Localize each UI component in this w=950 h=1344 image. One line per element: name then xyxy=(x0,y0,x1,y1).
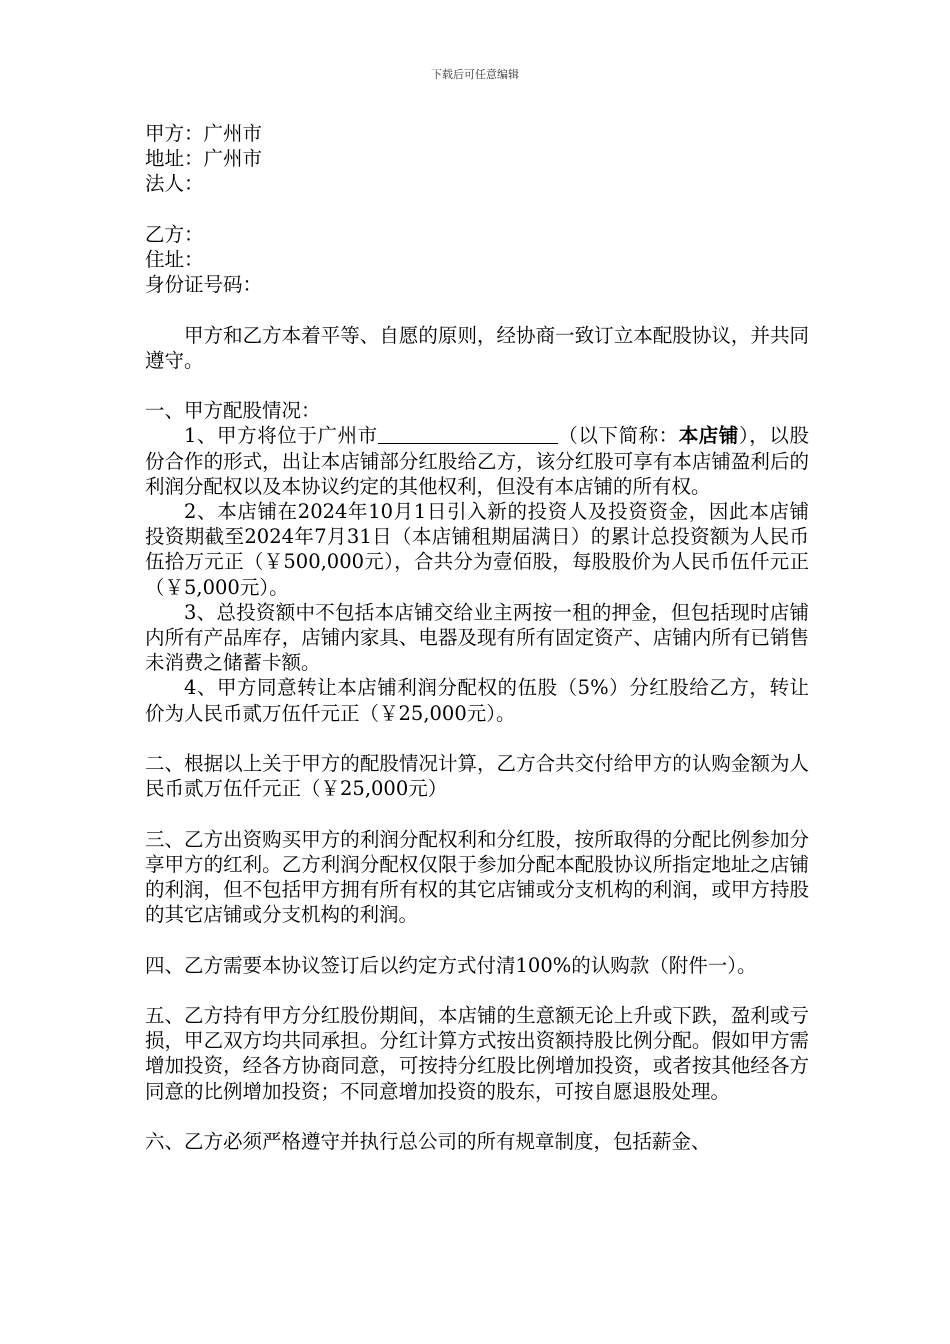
party-a-address: 地址：广州市 xyxy=(145,147,263,171)
section-1-item-4: 4、甲方同意转让本店铺利润分配权的伍股（5%）分红股给乙方，转让价为人民币贰万伍仟元正（￥25,000元）。 xyxy=(145,676,809,725)
address-blank-line xyxy=(378,425,558,444)
item-1-text-a: 1、甲方将位于广州市 xyxy=(184,424,378,448)
section-5-paragraph: 五、乙方持有甲方分红股份期间，本店铺的生意额无论上升或下跌，盈利或亏损，甲乙双方均共同承担。分红计算方式按出资额持股比例分配。假如甲方需增加投资，经各方协商同意，可按持分红股比例增加投资，或者按其他经各方同意的比例增加投资；不同意增加投资的股东，可按自愿退股处理。 xyxy=(145,1004,809,1103)
section-1-heading: 一、甲方配股情况： xyxy=(145,399,321,423)
header-note: 下载后可任意编辑 xyxy=(431,68,519,81)
party-b-name: 乙方： xyxy=(145,222,204,246)
section-1-item-2: 2、本店铺在2024年10月1日引入新的投资人及投资资金，因此本店铺投资期截至2024年7月31日（本店铺租期届满日）的累计总投资额为人民币伍拾万元正（￥500,000元），合共分为壹佰股，每股股价为人民币伍仟元正（￥5,000元）。 xyxy=(145,500,809,599)
section-2-paragraph: 二、根据以上关于甲方的配股情况计算，乙方合共交付给甲方的认购金额为人民币贰万伍仟元正（￥25,000元） xyxy=(145,752,809,801)
item-1-open-paren: （以下简称： xyxy=(557,424,679,448)
section-4-paragraph: 四、乙方需要本协议签订后以约定方式付清100%的认购款（附件一）。 xyxy=(145,953,757,977)
section-1-item-3: 3、总投资额中不包括本店铺交给业主两按一租的押金，但包括现时店铺内所有产品库存，店铺内家具、电器及现有所有固定资产、店铺内所有已销售未消费之储蓄卡额。 xyxy=(145,600,809,675)
section-3-paragraph: 三、乙方出资购买甲方的利润分配权利和分红股，按所取得的分配比例参加分享甲方的红利。乙方利润分配权仅限于参加分配本配股协议所指定地址之店铺的利润，但不包括甲方拥有所有权的其它店铺或分支机构的利润，或甲方持股的其它店铺或分支机构的利润。 xyxy=(145,827,809,927)
section-6-paragraph: 六、乙方必须严格遵守并执行总公司的所有规章制度，包括薪金、 xyxy=(145,1130,711,1153)
agreement-body xyxy=(145,121,809,1154)
party-a-name: 甲方：广州市 xyxy=(145,122,263,145)
party-a-legal-rep: 法人： xyxy=(145,172,204,196)
item-1-text-b: ），以股份合作的形式，出让本店铺部分红股给乙方，该分红股可享有本店铺盈利后的利润分配权以及本协议约定的其他权利，但没有本店铺的所有权。 xyxy=(145,424,809,498)
preamble-paragraph: 甲方和乙方本着平等、自愿的原则，经协商一致订立本配股协议，并共同遵守。 xyxy=(145,323,809,372)
party-b-id-number: 身份证号码： xyxy=(145,273,263,297)
party-b-address: 住址： xyxy=(145,248,204,271)
item-1-short-name: 本店铺 xyxy=(678,424,739,448)
section-1-item-1 xyxy=(145,423,809,499)
